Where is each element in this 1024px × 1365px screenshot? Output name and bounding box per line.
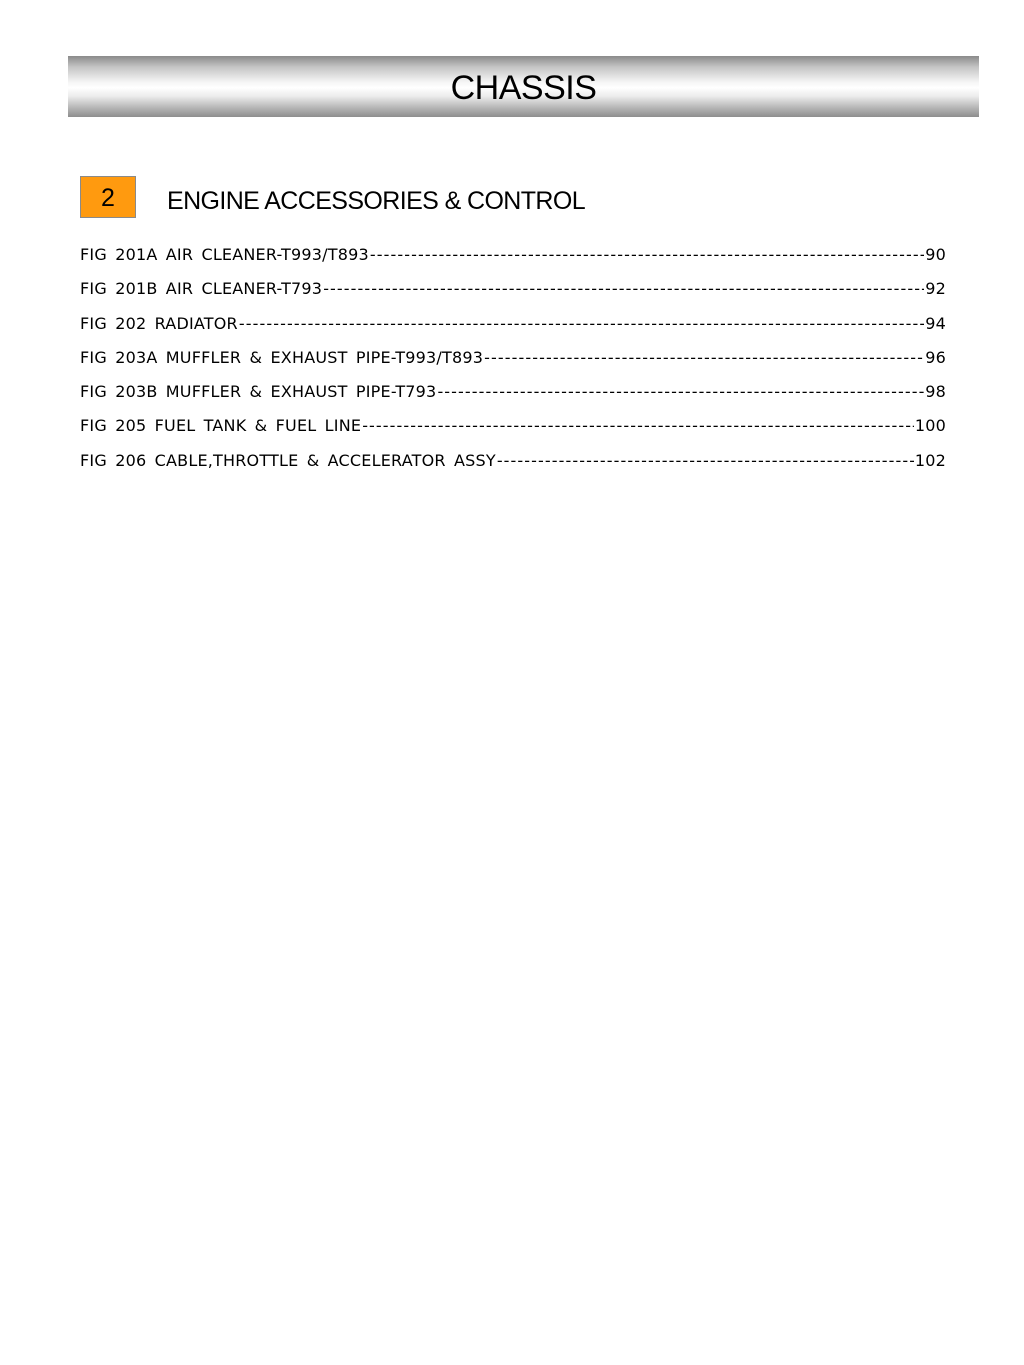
toc-page-number: 92 xyxy=(925,279,946,299)
toc-entry-title: FIG 201B AIR CLEANER-T793 xyxy=(80,279,323,299)
toc-dot-leader xyxy=(370,242,924,268)
toc-entry-fig-201a[interactable] xyxy=(80,242,946,276)
toc-dot-leader xyxy=(484,345,924,371)
toc-entry-fig-201b[interactable] xyxy=(80,276,946,310)
toc-entry-fig-203b[interactable] xyxy=(80,379,946,413)
chapter-banner xyxy=(68,56,979,117)
toc-page-number: 90 xyxy=(925,245,946,264)
toc-entry-fig-203a[interactable] xyxy=(80,345,946,379)
toc-entry-fig-206[interactable] xyxy=(80,448,946,482)
toc-entry-title: FIG 205 FUEL TANK & FUEL LINE xyxy=(80,416,362,436)
toc-entry-title: FIG 201A AIR CLEANER-T993/T893 xyxy=(80,245,369,264)
chapter-title: CHASSIS xyxy=(450,69,597,107)
toc-dot-leader xyxy=(362,413,914,439)
toc-dot-leader xyxy=(497,448,914,474)
toc-entry-title: FIG 203B MUFFLER & EXHAUST PIPE-T793 xyxy=(80,382,437,402)
section-title: ENGINE ACCESSORIES & CONTROL xyxy=(167,187,586,215)
toc-entry-title: FIG 206 CABLE,THROTTLE & ACCELERATOR ASSY xyxy=(80,450,496,470)
toc-page-number: 96 xyxy=(925,347,946,367)
section-number-badge: 2 xyxy=(80,176,136,218)
toc-entry-title: FIG 202 RADIATOR xyxy=(80,313,238,333)
toc-page-number: 102 xyxy=(914,450,946,470)
toc-entry-fig-202[interactable] xyxy=(80,311,946,345)
toc-entry-title: FIG 203A MUFFLER & EXHAUST PIPE-T993/T893 xyxy=(80,347,484,367)
toc-page-number: 100 xyxy=(914,416,946,436)
toc-entry-fig-205[interactable] xyxy=(80,413,946,447)
toc-dot-leader xyxy=(437,379,924,405)
toc-dot-leader xyxy=(323,276,924,302)
toc-dot-leader xyxy=(239,311,924,337)
toc-page-number: 94 xyxy=(925,313,946,333)
toc-page-number: 98 xyxy=(925,382,946,402)
table-of-contents xyxy=(80,242,946,482)
